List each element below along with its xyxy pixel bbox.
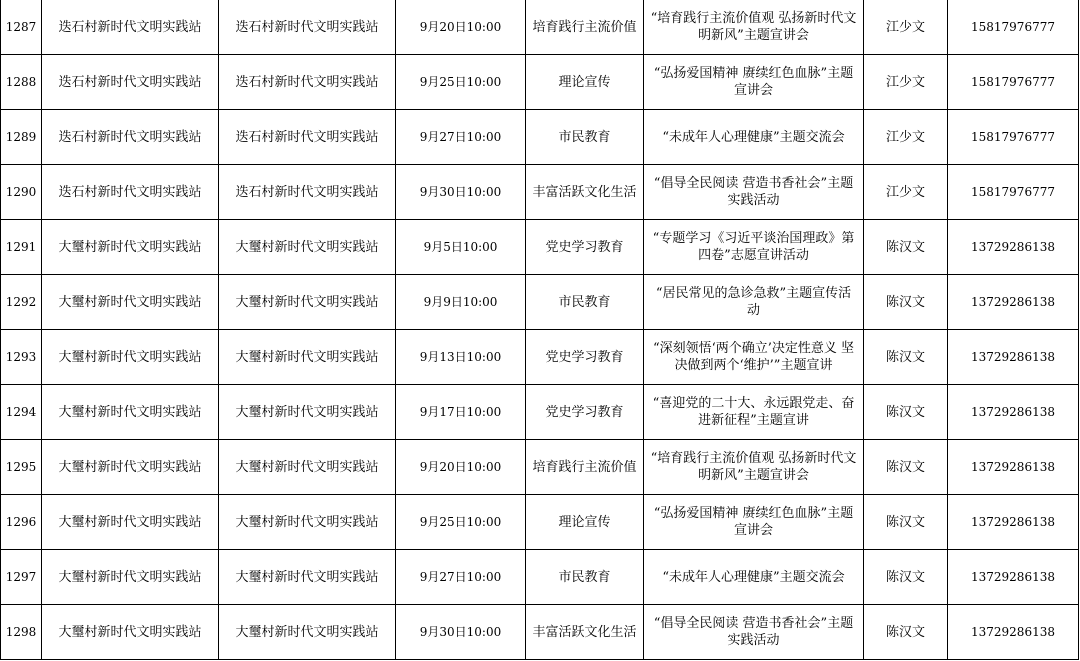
station-name: 大璽村新时代文明实践站 bbox=[42, 440, 219, 495]
venue-name: 大璽村新时代文明实践站 bbox=[219, 330, 396, 385]
activity-time: 9月25日10:00 bbox=[396, 55, 526, 110]
activity-category: 党史学习教育 bbox=[526, 385, 644, 440]
venue-name: 迭石村新时代文明实践站 bbox=[219, 165, 396, 220]
venue-name: 大璽村新时代文明实践站 bbox=[219, 440, 396, 495]
venue-name: 大璽村新时代文明实践站 bbox=[219, 495, 396, 550]
activity-time: 9月9日10:00 bbox=[396, 275, 526, 330]
contact-person: 陈汉文 bbox=[864, 440, 948, 495]
table-row bbox=[1, 550, 1079, 605]
activity-topic: “未成年人心理健康”主题交流会 bbox=[644, 550, 864, 605]
venue-name: 大璽村新时代文明实践站 bbox=[219, 385, 396, 440]
station-name: 大璽村新时代文明实践站 bbox=[42, 220, 219, 275]
row-number: 1290 bbox=[1, 165, 42, 220]
row-number: 1291 bbox=[1, 220, 42, 275]
contact-phone: 13729286138 bbox=[948, 330, 1079, 385]
activity-topic: “居民常见的急诊急救”主题宣传活动 bbox=[644, 275, 864, 330]
contact-phone: 13729286138 bbox=[948, 385, 1079, 440]
row-number: 1293 bbox=[1, 330, 42, 385]
contact-phone: 15817976777 bbox=[948, 110, 1079, 165]
contact-person: 江少文 bbox=[864, 165, 948, 220]
table-row bbox=[1, 330, 1079, 385]
contact-phone: 15817976777 bbox=[948, 165, 1079, 220]
row-number: 1295 bbox=[1, 440, 42, 495]
contact-phone: 15817976777 bbox=[948, 55, 1079, 110]
activity-category: 理论宣传 bbox=[526, 495, 644, 550]
table-row bbox=[1, 275, 1079, 330]
table-row bbox=[1, 605, 1079, 660]
activity-category: 党史学习教育 bbox=[526, 220, 644, 275]
venue-name: 迭石村新时代文明实践站 bbox=[219, 55, 396, 110]
activity-topic: “倡导全民阅读 营造书香社会”主题实践活动 bbox=[644, 605, 864, 660]
contact-person: 陈汉文 bbox=[864, 385, 948, 440]
activity-category: 市民教育 bbox=[526, 110, 644, 165]
station-name: 迭石村新时代文明实践站 bbox=[42, 55, 219, 110]
activity-time: 9月13日10:00 bbox=[396, 330, 526, 385]
venue-name: 大璽村新时代文明实践站 bbox=[219, 220, 396, 275]
row-number: 1292 bbox=[1, 275, 42, 330]
activity-category: 丰富活跃文化生活 bbox=[526, 605, 644, 660]
contact-phone: 15817976777 bbox=[948, 0, 1079, 55]
row-number: 1294 bbox=[1, 385, 42, 440]
activity-category: 培育践行主流价值 bbox=[526, 0, 644, 55]
activity-time: 9月25日10:00 bbox=[396, 495, 526, 550]
activity-topic: “深刻领悟‘两个确立’决定性意义 坚决做到两个‘维护’”主题宣讲 bbox=[644, 330, 864, 385]
contact-person: 陈汉文 bbox=[864, 550, 948, 605]
activity-time: 9月30日10:00 bbox=[396, 605, 526, 660]
station-name: 大璽村新时代文明实践站 bbox=[42, 275, 219, 330]
activity-topic: “倡导全民阅读 营造书香社会”主题实践活动 bbox=[644, 165, 864, 220]
contact-phone: 13729286138 bbox=[948, 495, 1079, 550]
activity-topic: “喜迎党的二十大、永远跟党走、奋进新征程”主题宣讲 bbox=[644, 385, 864, 440]
venue-name: 大璽村新时代文明实践站 bbox=[219, 605, 396, 660]
contact-person: 陈汉文 bbox=[864, 220, 948, 275]
activity-topic: “专题学习《习近平谈治国理政》第四卷”志愿宣讲活动 bbox=[644, 220, 864, 275]
activity-topic: “培育践行主流价值观 弘扬新时代文明新风”主题宣讲会 bbox=[644, 440, 864, 495]
contact-person: 陈汉文 bbox=[864, 495, 948, 550]
venue-name: 迭石村新时代文明实践站 bbox=[219, 0, 396, 55]
contact-person: 陈汉文 bbox=[864, 330, 948, 385]
table-row bbox=[1, 0, 1079, 55]
activity-category: 丰富活跃文化生活 bbox=[526, 165, 644, 220]
activity-time: 9月27日10:00 bbox=[396, 550, 526, 605]
row-number: 1289 bbox=[1, 110, 42, 165]
row-number: 1298 bbox=[1, 605, 42, 660]
activity-topic: “培育践行主流价值观 弘扬新时代文明新风”主题宣讲会 bbox=[644, 0, 864, 55]
station-name: 大璽村新时代文明实践站 bbox=[42, 550, 219, 605]
table-row bbox=[1, 220, 1079, 275]
table-row bbox=[1, 110, 1079, 165]
station-name: 迭石村新时代文明实践站 bbox=[42, 0, 219, 55]
activity-category: 市民教育 bbox=[526, 550, 644, 605]
table-row bbox=[1, 55, 1079, 110]
table-body bbox=[1, 0, 1079, 660]
station-name: 迭石村新时代文明实践站 bbox=[42, 165, 219, 220]
row-number: 1288 bbox=[1, 55, 42, 110]
contact-person: 陈汉文 bbox=[864, 605, 948, 660]
row-number: 1296 bbox=[1, 495, 42, 550]
station-name: 大璽村新时代文明实践站 bbox=[42, 605, 219, 660]
contact-phone: 13729286138 bbox=[948, 275, 1079, 330]
venue-name: 迭石村新时代文明实践站 bbox=[219, 110, 396, 165]
activity-time: 9月20日10:00 bbox=[396, 440, 526, 495]
activity-topic: “弘扬爱国精神 赓续红色血脉”主题宣讲会 bbox=[644, 495, 864, 550]
activity-time: 9月20日10:00 bbox=[396, 0, 526, 55]
activity-topic: “未成年人心理健康”主题交流会 bbox=[644, 110, 864, 165]
station-name: 大璽村新时代文明实践站 bbox=[42, 495, 219, 550]
activity-time: 9月30日10:00 bbox=[396, 165, 526, 220]
table-row bbox=[1, 495, 1079, 550]
contact-person: 江少文 bbox=[864, 0, 948, 55]
contact-phone: 13729286138 bbox=[948, 220, 1079, 275]
contact-phone: 13729286138 bbox=[948, 605, 1079, 660]
row-number: 1287 bbox=[1, 0, 42, 55]
row-number: 1297 bbox=[1, 550, 42, 605]
venue-name: 大璽村新时代文明实践站 bbox=[219, 550, 396, 605]
activity-category: 理论宣传 bbox=[526, 55, 644, 110]
station-name: 大璽村新时代文明实践站 bbox=[42, 330, 219, 385]
table-row bbox=[1, 165, 1079, 220]
activity-category: 党史学习教育 bbox=[526, 330, 644, 385]
activity-category: 培育践行主流价值 bbox=[526, 440, 644, 495]
activity-topic: “弘扬爱国精神 赓续红色血脉”主题宣讲会 bbox=[644, 55, 864, 110]
activity-time: 9月27日10:00 bbox=[396, 110, 526, 165]
contact-phone: 13729286138 bbox=[948, 440, 1079, 495]
activity-time: 9月17日10:00 bbox=[396, 385, 526, 440]
table-row bbox=[1, 440, 1079, 495]
contact-person: 陈汉文 bbox=[864, 275, 948, 330]
venue-name: 大璽村新时代文明实践站 bbox=[219, 275, 396, 330]
contact-person: 江少文 bbox=[864, 55, 948, 110]
activity-time: 9月5日10:00 bbox=[396, 220, 526, 275]
table-row bbox=[1, 385, 1079, 440]
contact-person: 江少文 bbox=[864, 110, 948, 165]
contact-phone: 13729286138 bbox=[948, 550, 1079, 605]
station-name: 迭石村新时代文明实践站 bbox=[42, 110, 219, 165]
station-name: 大璽村新时代文明实践站 bbox=[42, 385, 219, 440]
activity-category: 市民教育 bbox=[526, 275, 644, 330]
